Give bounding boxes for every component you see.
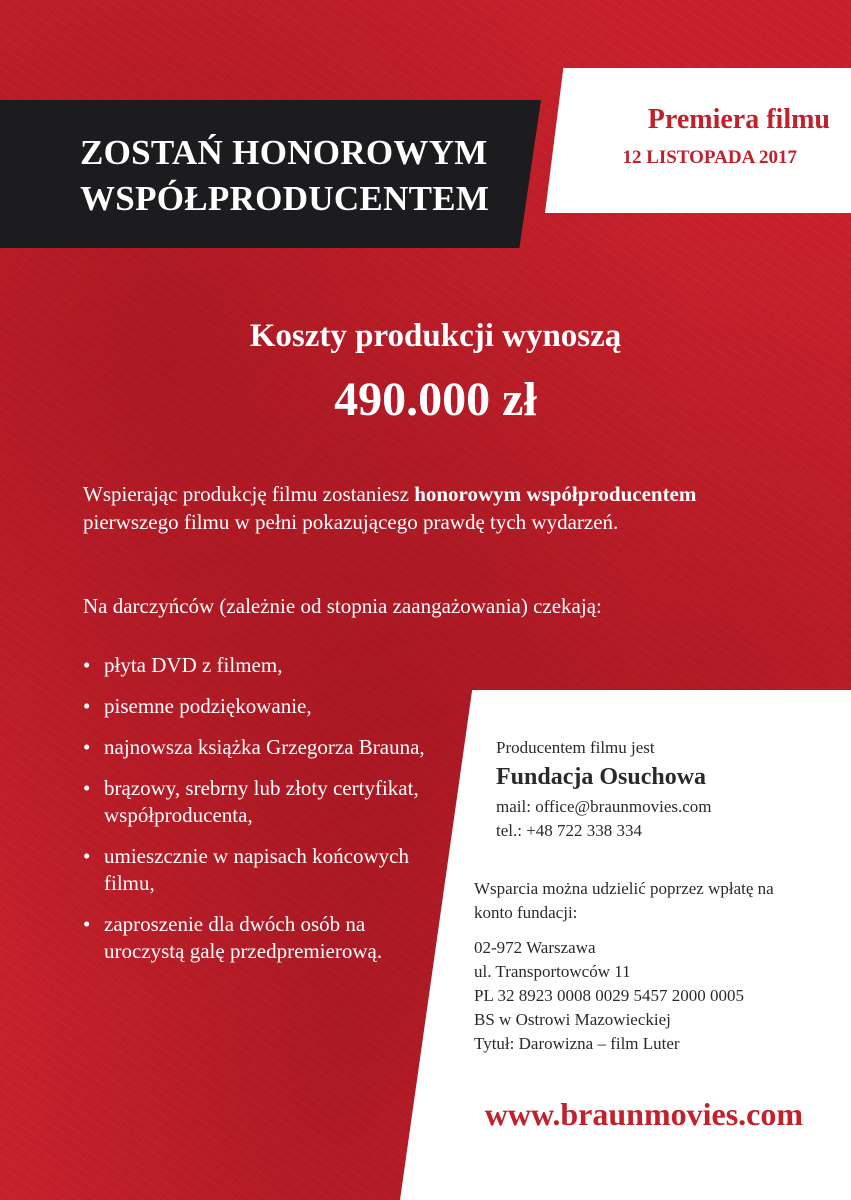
bank-address xyxy=(474,936,834,1056)
intro-text-start: Wspierając produkcję filmu zostaniesz xyxy=(83,482,415,506)
cost-label: Koszty produkcji wynoszą xyxy=(249,318,622,354)
list-item xyxy=(83,843,443,897)
address-line: 02-972 Warszawa xyxy=(474,938,596,957)
donors-paragraph: Na darczyńców (zależnie od stopnia zaangażowania) czekają: xyxy=(83,594,602,618)
premiere-date: 12 LISTOPADA 2017 xyxy=(622,147,797,168)
producer-name: Fundacja Osuchowa xyxy=(496,764,707,790)
headline-line-1: ZOSTAŃ HONOROWYM xyxy=(80,133,488,172)
support-text: Wsparcia można udzielić poprzez wpłatę na konto fundacji: xyxy=(474,879,774,922)
list-item-text: umieszcznie w napisach końcowych filmu, xyxy=(104,844,409,895)
producer-phone: tel.: +48 722 338 334 xyxy=(496,821,643,840)
list-item xyxy=(83,775,443,829)
benefits-list xyxy=(83,652,443,979)
list-item xyxy=(83,911,443,965)
premiere-box xyxy=(545,68,851,213)
list-item xyxy=(83,652,443,679)
intro-text-end: pierwszego filmu w pełni pokazującego prawdę tych wydarzeń. xyxy=(83,510,619,534)
list-item-text: płyta DVD z filmem, xyxy=(104,653,283,677)
list-item-text: zaproszenie dla dwóch osób na uroczystą galę przedpremierową. xyxy=(104,912,383,963)
list-item-text: brązowy, srebrny lub złoty certyfikat, współproducenta, xyxy=(104,776,419,827)
cost-value: 490.000 zł xyxy=(334,373,537,426)
bullet-icon: • xyxy=(83,912,91,936)
list-item xyxy=(83,734,443,761)
intro-text-bold: honorowym współproducentem xyxy=(414,482,697,506)
premiere-title: Premiera filmu xyxy=(647,104,830,135)
list-item-text: pisemne podziękowanie, xyxy=(104,694,312,718)
website-link[interactable]: www.braunmovies.com xyxy=(484,1096,803,1132)
intro-paragraph xyxy=(83,480,743,536)
address-line: BS w Ostrowi Mazowieckiej xyxy=(474,1010,671,1029)
list-item-text: najnowsza książka Grzegorza Brauna, xyxy=(104,735,425,759)
bullet-icon: • xyxy=(83,844,91,868)
bullet-icon: • xyxy=(83,735,91,759)
bullet-icon: • xyxy=(83,776,91,800)
producer-email: mail: office@braunmovies.com xyxy=(496,797,712,816)
headline-text xyxy=(80,130,520,222)
address-line: ul. Transportowców 11 xyxy=(474,962,631,981)
address-line: PL 32 8923 0008 0029 5457 2000 0005 xyxy=(474,986,744,1005)
bullet-icon: • xyxy=(83,694,91,718)
producer-label: Producentem filmu jest xyxy=(496,738,655,757)
address-line: Tytuł: Darowizna – film Luter xyxy=(474,1034,680,1053)
bullet-icon: • xyxy=(83,653,91,677)
list-item xyxy=(83,693,443,720)
headline-line-2: WSPÓŁPRODUCENTEM xyxy=(80,179,490,218)
